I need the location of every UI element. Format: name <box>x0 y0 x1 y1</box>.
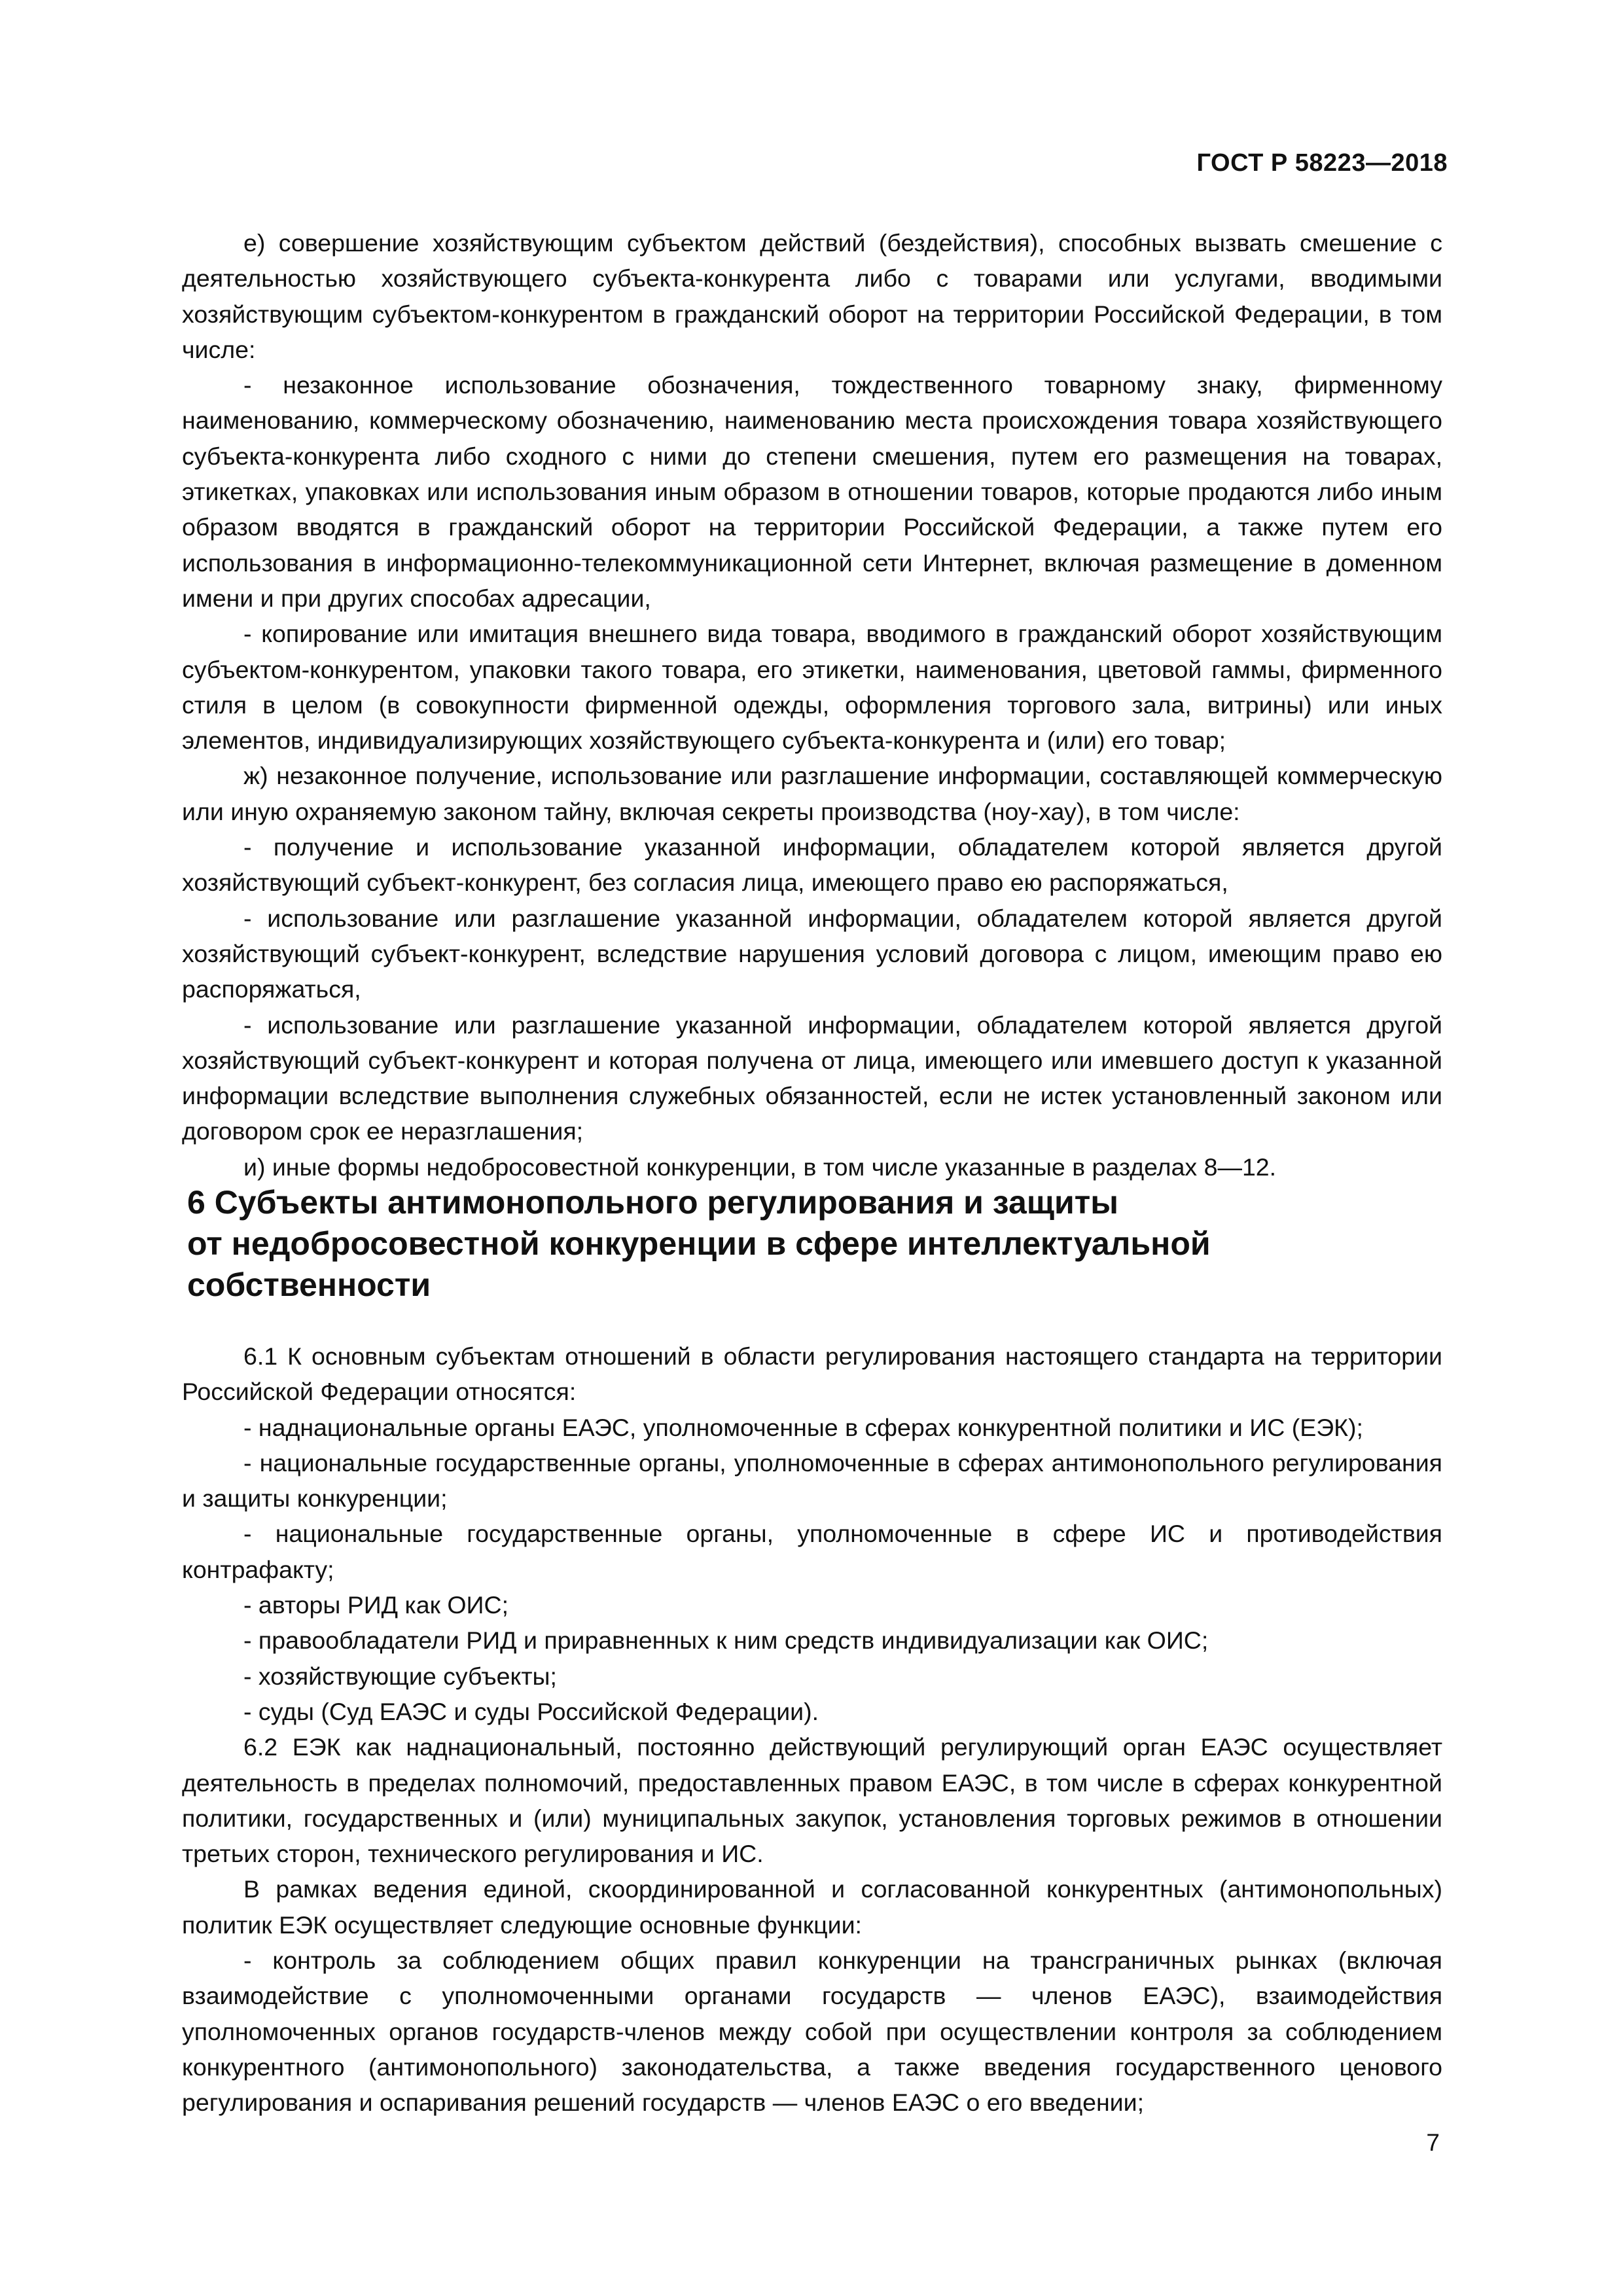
clause-6-1: 6.1 К основным субъектам отношений в области регулирования настоящего стандарта на территории Российской Федерации относятся: <box>182 1342 1442 1406</box>
section-6-heading <box>187 1182 1300 1306</box>
list-item: - контроль за соблюдением общих правил конкуренции на трансграничных рынках (включая взаимодействие с уполномоченными органами государств — членов ЕАЭС), взаимодействия уполномоченных органов государств-членов между собой при осуществлении контроля за соблюдением конкурентного (антимонопольного) законодательства, а также введения государственного ценового регулирования и оспаривания решений государств — членов ЕАЭС о его введении; <box>182 1946 1442 2117</box>
list-item: - хозяйствующие субъекты; <box>243 1662 557 1690</box>
list-item: - копирование или имитация внешнего вида товара, вводимого в гражданский оборот хозяйствующим субъектом-конкурентом, упаковки такого товара, его этикетки, наименования, цветовой гаммы, фирменного стиля в целом (в совокупности фирменной одежды, оформления торгового зала, витрины) или иных элементов, индивидуализирующих хозяйствующего субъекта-конкурента и (или) его товар; <box>182 620 1442 755</box>
list-item: - получение и использование указанной информации, обладателем которой является другой хозяйствующий субъект-конкурент, без согласия лица, имеющего право ею распоряжаться, <box>182 833 1442 897</box>
list-item: - национальные государственные органы, уполномоченные в сферах антимонопольного регулирования и защиты конкуренции; <box>182 1448 1442 1513</box>
heading-line: собственности <box>187 1266 431 1303</box>
document-code-header: ГОСТ Р 58223—2018 <box>1196 149 1448 177</box>
list-item: - использование или разглашение указанной информации, обладателем которой является другой хозяйствующий субъект-конкурент и которая получена от лица, имеющего или имевшего доступ к указанной информации вследствие выполнения служебных обязанностей, если не истек установленный законом или договором срок ее неразглашения; <box>182 1011 1442 1145</box>
list-item: - наднациональные органы ЕАЭС, уполномоченные в сферах конкурентной политики и ИС (ЕЭК); <box>243 1413 1363 1441</box>
page-number: 7 <box>1426 2129 1440 2156</box>
list-item: - правообладатели РИД и приравненных к ним средств индивидуализации как ОИС; <box>243 1626 1209 1655</box>
section-5-continuation <box>182 225 1442 1185</box>
clause-6-2: 6.2 ЕЭК как наднациональный, постоянно действующий регулирующий орган ЕАЭС осуществляет деятельность в пределах полномочий, предоставленных правом ЕАЭС, в том числе в сферах конкурентной политики, государственных и (или) муниципальных закупок, установления торговых режимов в отношении третьих сторон, технического регулирования и ИС. <box>182 1733 1442 1868</box>
paragraph-i: и) иные формы недобросовестной конкуренции, в том числе указанные в разделах 8—12. <box>243 1153 1277 1181</box>
section-6-body <box>182 1338 1442 2121</box>
heading-line: от недобросовестной конкуренции в сфере интеллектуальной <box>187 1225 1211 1262</box>
paragraph-zh: ж) незаконное получение, использование или разглашение информации, составляющей коммерческую или иную охраняемую законом тайну, включая секреты производства (ноу-хау), в том числе: <box>182 762 1442 825</box>
paragraph: В рамках ведения единой, скоординированной и согласованной конкурентных (антимонопольных) политик ЕЭК осуществляет следующие основные функции: <box>182 1875 1442 1939</box>
list-item: - суды (Суд ЕАЭС и суды Российской Федерации). <box>243 1697 819 1725</box>
paragraph-e: е) совершение хозяйствующим субъектом действий (бездействия), способных вызвать смешение с деятельностью хозяйствующего субъекта-конкурента либо с товарами или услугами, вводимыми хозяйствующим субъектом-конкурентом в гражданский оборот на территории Российской Федерации, в том числе: <box>182 229 1442 363</box>
list-item: - авторы РИД как ОИС; <box>243 1591 509 1619</box>
list-item: - незаконное использование обозначения, тождественного товарному знаку, фирменному наименованию, коммерческому обозначению, наименованию места происхождения товара хозяйствующего субъекта-конкурента либо сходного с ними до степени смешения, путем его размещения на товарах, этикетках, упаковках или использования иным образом в отношении товаров, которые продаются либо иным образом вводятся в гражданский оборот на территории Российской Федерации, а также путем его использования в информационно-телекоммуникационной сети Интернет, включая размещение в доменном имени и при других способах адресации, <box>182 371 1442 612</box>
heading-line: 6 Субъекты антимонопольного регулирования и защиты <box>187 1184 1118 1221</box>
list-item: - использование или разглашение указанной информации, обладателем которой является другой хозяйствующий субъект-конкурент, вследствие нарушения условий договора с лицом, имеющим право ею распоряжаться, <box>182 904 1442 1003</box>
list-item: - национальные государственные органы, уполномоченные в сфере ИС и противодействия контрафакту; <box>182 1520 1442 1583</box>
